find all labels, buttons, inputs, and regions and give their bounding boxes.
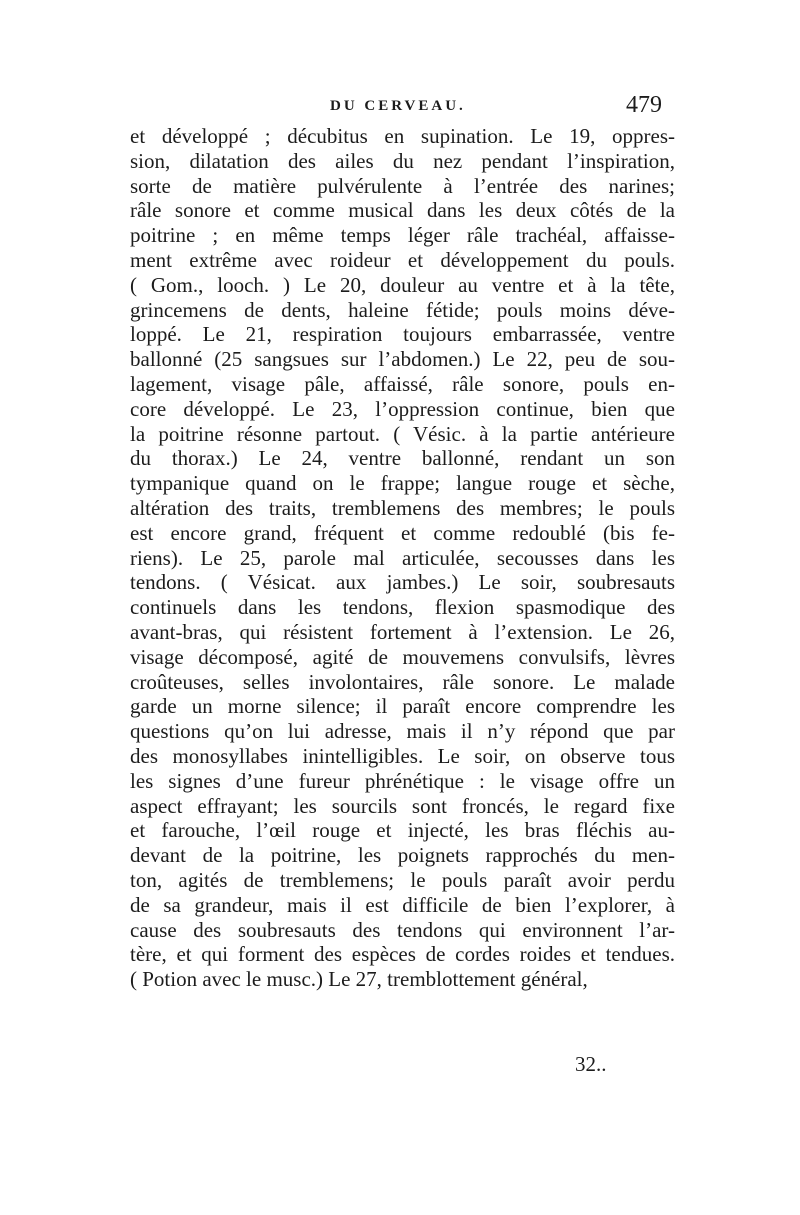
text-line: ballonné (25 sangsues sur l’abdomen.) Le 22, peu de sou- xyxy=(130,347,675,372)
running-head: DU CERVEAU. xyxy=(330,98,466,114)
text-line: ton, agités de tremblemens; le pouls paraît avoir perdu xyxy=(130,867,675,892)
page-number: 479 xyxy=(626,92,662,118)
text-line: tère, et qui forment des espèces de cordes roides et tendues. xyxy=(130,942,675,967)
text-line: du thorax.) Le 24, ventre ballonné, rendant un son xyxy=(130,446,675,471)
text-line: de sa grandeur, mais il est difficile de bien l’explorer, à xyxy=(130,892,675,917)
text-line: loppé. Le 21, respiration toujours embarrassée, ventre xyxy=(130,322,675,347)
text-line: altération des traits, tremblemens des membres; le pouls xyxy=(130,495,675,520)
text-line: et farouche, l’œil rouge et injecté, les bras fléchis au- xyxy=(130,818,675,843)
text-line: continuels dans les tendons, flexion spasmodique des xyxy=(130,595,675,620)
text-line: sorte de matière pulvérulente à l’entrée des narines; xyxy=(130,173,675,198)
text-line: lagement, visage pâle, affaissé, râle sonore, pouls en- xyxy=(130,371,675,396)
text-line: avant-bras, qui résistent fortement à l’extension. Le 26, xyxy=(130,619,675,644)
text-line: aspect effrayant; les sourcils sont froncés, le regard fixe xyxy=(130,793,675,818)
text-line: tympanique quand on le frappe; langue rouge et sèche, xyxy=(130,471,675,496)
text-line: garde un morne silence; il paraît encore comprendre les xyxy=(130,694,675,719)
text-line: la poitrine résonne partout. ( Vésic. à la partie antérieure xyxy=(130,421,675,446)
text-line: ment extrême avec roideur et développement du pouls. xyxy=(130,247,675,272)
text-line: râle sonore et comme musical dans les deux côtés de la xyxy=(130,198,675,223)
text-line: ( Gom., looch. ) Le 20, douleur au ventre et à la tête, xyxy=(130,272,675,297)
text-line: et développé ; décubitus en supination. Le 19, oppres- xyxy=(130,124,675,148)
signature-mark: 32.. xyxy=(575,1052,607,1076)
text-line: cause des soubresauts des tendons qui environnent l’ar- xyxy=(130,917,675,942)
text-line: visage décomposé, agité de mouvemens convulsifs, lèvres xyxy=(130,644,675,669)
text-line: core développé. Le 23, l’oppression continue, bien que xyxy=(130,396,675,421)
text-line: devant de la poitrine, les poignets rapprochés du men- xyxy=(130,843,675,868)
body-text xyxy=(130,124,675,992)
text-line: est encore grand, fréquent et comme redoublé (bis fe- xyxy=(130,520,675,545)
text-line: grincemens de dents, haleine fétide; pouls moins déve- xyxy=(130,297,675,322)
text-line: croûteuses, selles involontaires, râle sonore. Le malade xyxy=(130,669,675,694)
text-line: tendons. ( Vésicat. aux jambes.) Le soir, soubresauts xyxy=(130,570,675,595)
text-line: ( Potion avec le musc.) Le 27, tremblottement général, xyxy=(130,967,588,992)
text-line: sion, dilatation des ailes du nez pendant l’inspiration, xyxy=(130,148,675,173)
text-line: riens). Le 25, parole mal articulée, secousses dans les xyxy=(130,545,675,570)
text-line: des monosyllabes inintelligibles. Le soir, on observe tous xyxy=(130,743,675,768)
text-line: les signes d’une fureur phrénétique : le visage offre un xyxy=(130,768,675,793)
text-line: poitrine ; en même temps léger râle trachéal, affaisse- xyxy=(130,223,675,248)
text-line: questions qu’on lui adresse, mais il n’y répond que par xyxy=(130,719,675,744)
